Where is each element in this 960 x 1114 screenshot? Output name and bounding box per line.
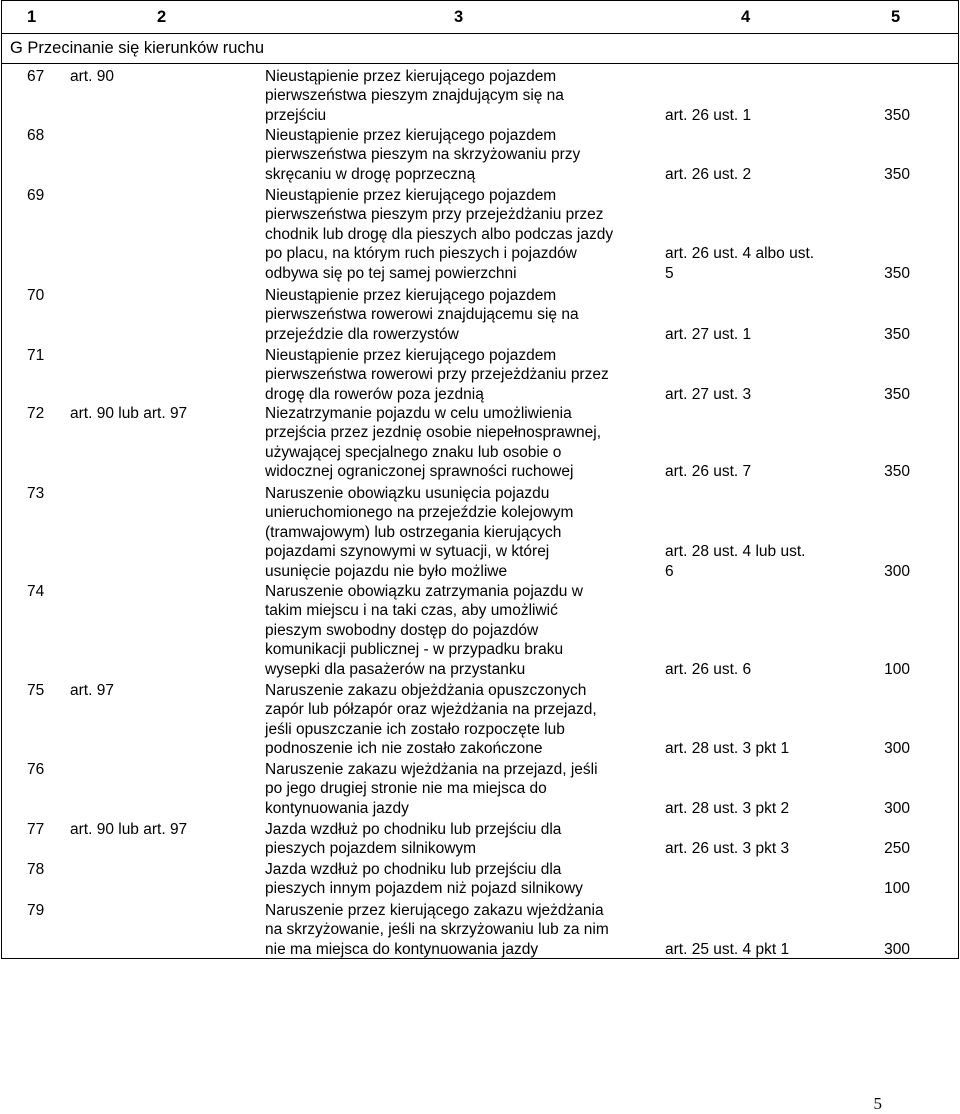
table-border-left — [1, 0, 2, 959]
description-line: Naruszenie obowiązku zatrzymania pojazdu w — [265, 583, 583, 600]
row-description — [265, 681, 655, 759]
row-number: 70 — [27, 287, 45, 304]
description-line: po jego drugiej stronie nie ma miejsca do — [265, 780, 547, 798]
description-line: pierwszeństwa pieszym na skrzyżowaniu przy — [265, 146, 581, 164]
description-line: Nieustąpienie przez kierującego pojazdem — [265, 187, 557, 204]
description-line: odbywa się po tej samej powierzchni — [265, 264, 517, 282]
description-line: Nieustąpienie przez kierującego pojazdem — [265, 127, 557, 144]
description-line: Naruszenie zakazu wjeżdżania na przejazd, jeśli — [265, 761, 598, 778]
description-line: usunięcie pojazdu nie było możliwe — [265, 562, 508, 580]
row-reference — [665, 106, 751, 125]
row-reference — [665, 799, 789, 818]
description-line: pieszym swobodny dostęp do pojazdów — [265, 621, 539, 639]
header-col3: 3 — [454, 8, 464, 26]
page-number: 5 — [873, 1094, 882, 1113]
row-reference — [665, 660, 751, 679]
row-article: art. 97 — [70, 682, 114, 699]
reference-line: art. 27 ust. 3 — [665, 385, 752, 403]
table-border-top — [1, 0, 959, 1]
row-description — [265, 404, 655, 482]
row-amount: 100 — [884, 660, 910, 678]
row-number: 71 — [27, 347, 45, 364]
row-number: 68 — [27, 127, 45, 144]
row-number: 79 — [27, 902, 45, 919]
row-description — [265, 820, 655, 859]
row-number: 75 — [27, 682, 45, 699]
description-line: chodnik lub drogę dla pieszych albo podczas jazdy — [265, 225, 614, 243]
description-line: Nieustąpienie przez kierującego pojazdem — [265, 287, 557, 304]
description-line: przejścia przez jezdnię osobie niepełnosprawnej, — [265, 424, 602, 442]
reference-line: 6 — [665, 562, 674, 580]
row-reference — [665, 385, 751, 404]
description-line: zapór lub półzapór oraz wjeżdżania na przejazd, — [265, 701, 597, 719]
section-title: G Przecinanie się kierunków ruchu — [10, 39, 265, 57]
row-reference — [665, 839, 789, 858]
description-line: Nieustąpienie przez kierującego pojazdem — [265, 347, 557, 364]
row-description — [265, 126, 655, 184]
row-amount: 300 — [884, 940, 910, 958]
description-line: jeśli opuszczanie ich zostało rozpoczęte lub — [265, 720, 565, 738]
reference-line: 5 — [665, 264, 674, 282]
row-amount: 350 — [884, 264, 910, 282]
description-line: Niezatrzymanie pojazdu w celu umożliwienia — [265, 405, 572, 422]
row-reference — [665, 462, 751, 481]
row-description — [265, 484, 655, 581]
description-line: pierwszeństwa pieszym znajdującym się na — [265, 87, 564, 105]
row-amount: 350 — [884, 106, 910, 124]
row-number: 76 — [27, 761, 45, 778]
reference-line: art. 26 ust. 1 — [665, 106, 752, 124]
row-reference — [665, 739, 789, 758]
row-reference — [665, 542, 805, 581]
reference-line: art. 25 ust. 4 pkt 1 — [665, 940, 790, 958]
row-amount: 350 — [884, 385, 910, 403]
row-amount: 300 — [884, 799, 910, 817]
section-divider — [1, 63, 959, 64]
description-line: nie ma miejsca do kontynuowania jazdy — [265, 940, 539, 958]
header-divider — [1, 33, 959, 34]
reference-line: art. 26 ust. 3 pkt 3 — [665, 840, 790, 858]
row-amount: 300 — [884, 740, 910, 758]
header-col4: 4 — [741, 8, 751, 26]
description-line: pierwszeństwa rowerowi znajdującemu się na — [265, 306, 579, 324]
row-amount: 350 — [884, 463, 910, 481]
description-line: pierwszeństwa rowerowi przy przejeżdżaniu przez — [265, 366, 609, 384]
description-line: na skrzyżowanie, jeśli na skrzyżowaniu lub za nim — [265, 921, 609, 939]
description-line: Jazda wzdłuż po chodniku lub przejściu dla — [265, 861, 562, 878]
description-line: Jazda wzdłuż po chodniku lub przejściu dla — [265, 821, 562, 838]
row-article: art. 90 lub art. 97 — [70, 821, 188, 838]
row-number: 69 — [27, 187, 45, 204]
description-line: komunikacji publicznej - w przypadku braku — [265, 641, 564, 659]
description-line: pieszych innym pojazdem niż pojazd silnikowy — [265, 880, 583, 898]
row-article: art. 90 — [70, 68, 114, 85]
description-line: Naruszenie zakazu objeżdżania opuszczonych — [265, 682, 587, 699]
row-amount: 100 — [884, 880, 910, 898]
row-number: 77 — [27, 821, 45, 838]
description-line: unieruchomionego na przejeździe kolejowym — [265, 504, 574, 522]
row-description — [265, 186, 655, 283]
header-col2: 2 — [157, 8, 167, 26]
description-line: używającej specjalnego znaku lub osobie o — [265, 443, 562, 461]
row-description — [265, 67, 655, 125]
row-article: art. 90 lub art. 97 — [70, 405, 188, 422]
row-number: 73 — [27, 485, 45, 502]
reference-line: art. 26 ust. 2 — [665, 165, 752, 183]
description-line: pierwszeństwa pieszym przy przejeżdżaniu przez — [265, 206, 604, 224]
row-description — [265, 346, 655, 404]
row-description — [265, 286, 655, 344]
row-number: 72 — [27, 405, 45, 422]
row-amount: 350 — [884, 325, 910, 343]
row-reference — [665, 325, 751, 344]
reference-line: art. 28 ust. 4 lub ust. — [665, 543, 806, 561]
reference-line: art. 26 ust. 4 albo ust. — [665, 245, 815, 263]
description-line: (tramwajowym) lub ostrzegania kierujących — [265, 523, 562, 541]
description-line: przejeździe dla rowerzystów — [265, 325, 459, 343]
reference-line: art. 26 ust. 6 — [665, 660, 752, 678]
description-line: kontynuowania jazdy — [265, 799, 409, 817]
description-line: po placu, na którym ruch pieszych i pojazdów — [265, 245, 577, 263]
reference-line: art. 28 ust. 3 pkt 1 — [665, 740, 790, 758]
header-col1: 1 — [27, 8, 37, 26]
row-number: 74 — [27, 583, 45, 600]
row-amount: 300 — [884, 562, 910, 580]
row-amount: 250 — [884, 840, 910, 858]
row-reference — [665, 940, 789, 959]
description-line: Nieustąpienie przez kierującego pojazdem — [265, 68, 557, 85]
description-line: skręcaniu w drogę poprzeczną — [265, 165, 476, 183]
row-reference — [665, 165, 751, 184]
row-description — [265, 901, 655, 959]
description-line: widocznej ograniczonej sprawności ruchowej — [265, 463, 574, 481]
table-border-right — [958, 0, 959, 959]
row-number: 78 — [27, 861, 45, 878]
row-description — [265, 760, 655, 818]
description-line: Naruszenie przez kierującego zakazu wjeżdżania — [265, 902, 604, 919]
description-line: takim miejscu i na taki czas, aby umożliwić — [265, 602, 558, 620]
description-line: drogę dla rowerów poza jezdnią — [265, 385, 484, 403]
description-line: pojazdami szynowymi w sytuacji, w której — [265, 543, 550, 561]
header-col5: 5 — [891, 8, 901, 26]
description-line: podnoszenie ich nie zostało zakończone — [265, 740, 543, 758]
description-line: przejściu — [265, 106, 327, 124]
row-amount: 350 — [884, 165, 910, 183]
description-line: pieszych pojazdem silnikowym — [265, 840, 477, 858]
row-reference — [665, 244, 814, 283]
description-line: wysepki dla pasażerów na przystanku — [265, 660, 526, 678]
reference-line: art. 26 ust. 7 — [665, 463, 752, 481]
description-line: Naruszenie obowiązku usunięcia pojazdu — [265, 485, 550, 502]
reference-line: art. 28 ust. 3 pkt 2 — [665, 799, 790, 817]
row-description — [265, 582, 655, 679]
reference-line: art. 27 ust. 1 — [665, 325, 752, 343]
row-description — [265, 860, 655, 899]
row-number: 67 — [27, 68, 45, 85]
